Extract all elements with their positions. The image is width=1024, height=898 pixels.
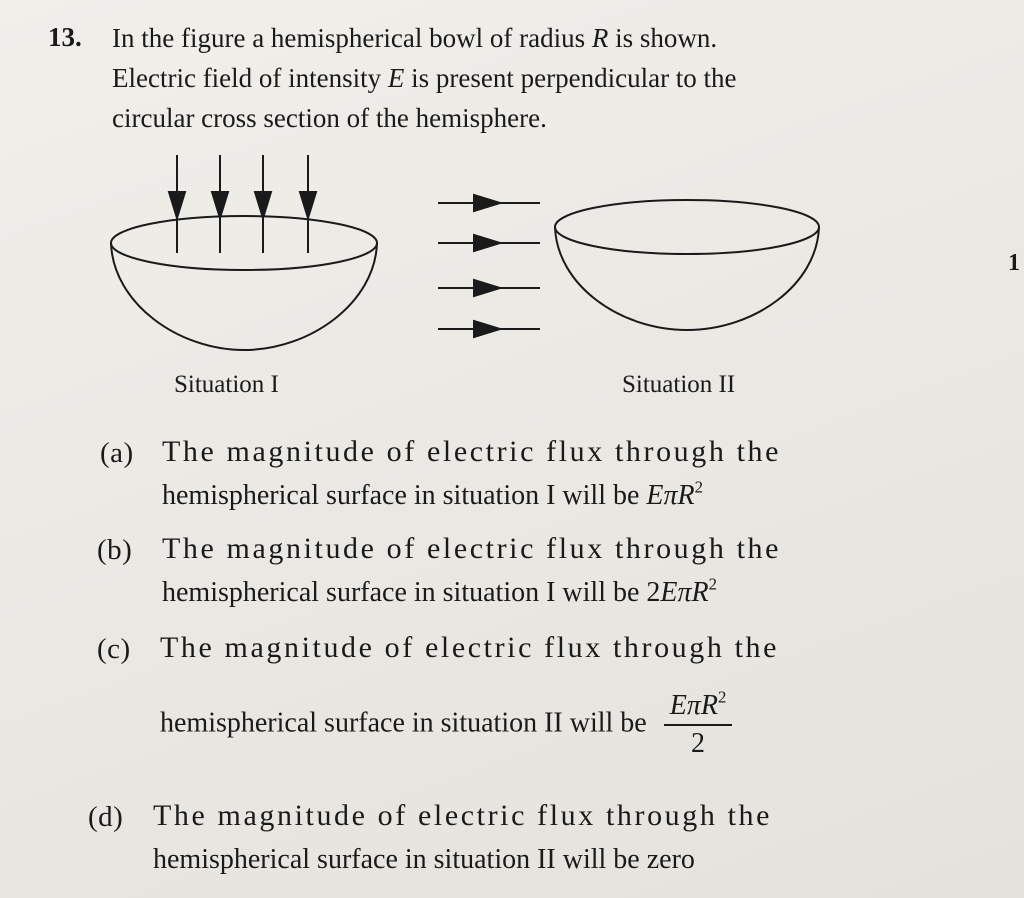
caption-situation-1: Situation I [174,371,279,398]
field-arrows-downward [169,155,316,253]
option-c-line-1: The magnitude of electric flux through the [160,631,780,664]
field-arrows-horizontal [438,195,540,337]
stem-text: is shown. [608,23,718,53]
option-d-line-1: The magnitude of electric flux through the [153,799,773,832]
option-b-line-1: The magnitude of electric flux through the [162,532,782,565]
option-c-denominator: 2 [691,728,706,759]
stem-variable: E [387,63,405,93]
adjacent-page-fragment: 1 [1008,250,1020,276]
option-a-exponent: 2 [694,477,704,497]
question-number: 13. [48,22,82,52]
option-a-line-2 [162,477,704,512]
caption-situation-2: Situation II [622,371,736,398]
option-a-label: (a) [100,437,134,469]
option-d-label: (d) [88,801,124,833]
option-c-numerator-expr: EπR [669,690,718,721]
option-c-label: (c) [97,633,131,665]
option-c-exponent: 2 [717,687,727,707]
option-a-expression: EπR [646,480,695,511]
option-c-line-2 [160,687,732,760]
option-c-fraction [664,687,733,760]
stem-variable: R [591,23,609,53]
option-a-text: hemispherical surface in situation I will be [162,480,647,511]
option-a-line-1: The magnitude of electric flux through the [162,435,782,468]
stem-text: Electric field of intensity [112,63,388,93]
stem-text: is present perpendicular to the [404,63,737,93]
stem-text: In the figure a hemispherical bowl of radius [112,23,592,53]
bowl-situation-2 [555,200,819,330]
option-b-exponent: 2 [708,574,718,594]
option-c-text: hemispherical surface in situation II will be [160,707,647,739]
option-b-label: (b) [97,534,133,566]
bowl-situation-1 [111,216,377,350]
option-c-numerator [664,687,733,726]
option-b-line-2 [162,574,718,609]
option-b-coefficient: 2 [646,577,661,608]
option-b-expression: EπR [660,577,709,608]
stem-text: circular cross section of the hemisphere. [112,103,547,133]
option-d-line-2: hemispherical surface in situation II will be zero [153,844,695,875]
option-b-text: hemispherical surface in situation I will be [162,577,647,608]
